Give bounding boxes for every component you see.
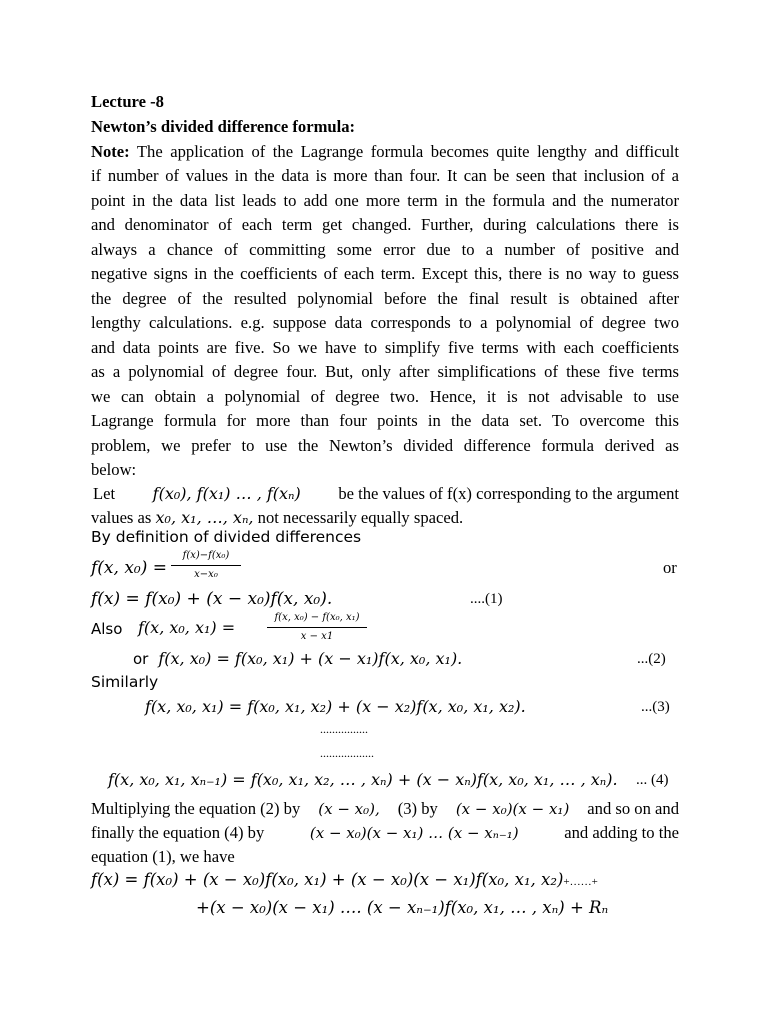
definition-line: By definition of divided differences	[91, 528, 362, 546]
note-line: as a polynomial of degree four. But, only after simplifications of these five terms	[91, 362, 679, 381]
continuation-dots: ................	[320, 722, 368, 736]
note-line: lengthy calculations. e.g. suppose data corresponds to a polynomial of degree two	[91, 313, 679, 332]
lecture-heading: Lecture -8	[91, 92, 164, 111]
equation-2: f(x, x₀) = f(x₀, x₁) + (x − x₁)f(x, x₀, x₁).	[158, 649, 463, 668]
function-values: f(x₀), f(x₁) … , f(xₙ)	[152, 484, 301, 503]
note-line: if number of values in the data is more than four. It can be seen that inclusion of a	[91, 166, 679, 185]
note-line: always a chance of committing some error due to a number of positive and	[91, 240, 679, 259]
note-line: and denominator of each term get changed. Further, during calculations there is	[91, 215, 679, 234]
note-line: negative signs in the coefficients of each term. Except this, there is no way to guess	[91, 264, 679, 283]
final-formula-line-2: +(x − x₀)(x − x₁) …. (x − xₙ₋₁)f(x₀, x₁, … , xₙ) + Rₙ	[196, 898, 609, 917]
equation-3-number: ...(3)	[641, 699, 670, 715]
fraction-bar	[267, 627, 367, 628]
also-lhs: f(x, x₀, x₁) =	[138, 618, 236, 637]
equation-2-line: or f(x, x₀) = f(x₀, x₁) + (x − x₁)f(x, x₀, x₁).	[133, 649, 463, 668]
similarly-label: Similarly	[91, 673, 159, 691]
multiply-line-2: finally the equation (4) by (x − x₀)(x − x₁) … (x − xₙ₋₁) and adding to the	[91, 823, 679, 842]
values-line: values as x₀, x₁, …, xₙ, not necessarily equally spaced.	[91, 508, 464, 527]
section-title: Newton’s divided difference formula:	[91, 117, 356, 136]
note-line-1	[91, 140, 679, 165]
also-numerator: f(x, x₀) − f(x₀, x₁)	[274, 612, 360, 623]
equation-1-number: ....(1)	[470, 591, 503, 607]
note-text: The application of the Lagrange formula becomes quite lengthy and difficult	[136, 142, 679, 161]
note-line: below:	[91, 460, 137, 479]
let-line: Let f(x₀), f(x₁) … , f(xₙ) be the values of f(x) corresponding to the argument	[93, 482, 679, 507]
note-line: we can obtain a polynomial of degree two. Hence, it is not advisable to use	[91, 387, 679, 406]
multiply-line-3: equation (1), we have	[91, 847, 235, 866]
def-numerator: f(x)−f(x₀)	[182, 550, 230, 561]
final-formula-line-1: f(x) = f(x₀) + (x − x₀)f(x₀, x₁) + (x − x₀)(x − x₁)f(x₀, x₁, x₂)+……+	[91, 870, 598, 889]
equation-1: f(x) = f(x₀) + (x − x₀)f(x, x₀).	[91, 589, 333, 609]
note-line: and data points are five. So we have to simplify five terms with each coefficients	[91, 338, 679, 357]
note-label: Note:	[91, 142, 130, 161]
fraction-bar	[171, 565, 241, 566]
or-text: or	[663, 558, 677, 577]
continuation-dots: ..................	[320, 746, 374, 760]
equation-2-number: ...(2)	[637, 651, 666, 667]
equation-3: f(x, x₀, x₁) = f(x₀, x₁, x₂) + (x − x₂)f(x, x₀, x₁, x₂).	[145, 697, 526, 716]
def-denominator: x−x₀	[194, 569, 218, 580]
also-denominator: x − x1	[300, 631, 334, 642]
equation-4: f(x, x₀, x₁, xₙ₋₁) = f(x₀, x₁, x₂, … , xₙ) + (x − xₙ)f(x, x₀, x₁, … , xₙ).	[108, 770, 618, 789]
argument-values: x₀, x₁, …, xₙ,	[155, 508, 254, 527]
note-line: problem, we prefer to use the Newton’s divided difference formula derived as	[91, 436, 679, 455]
note-line: point in the data list leads to add one more term in the formula and the numerator	[91, 191, 679, 210]
def-lhs: f(x, x₀) =	[91, 558, 168, 578]
also-label: Also	[91, 620, 123, 638]
multiply-line-1: Multiplying the equation (2) by (x − x₀), (3) by (x − x₀)(x − x₁) and so on and	[91, 799, 679, 818]
note-line: the degree of the resulted polynomial before the final result is obtained after	[91, 289, 679, 308]
equation-4-number: ... (4)	[636, 772, 669, 788]
note-line: Lagrange formula for more than four points in the data set. To overcome this	[91, 411, 679, 430]
